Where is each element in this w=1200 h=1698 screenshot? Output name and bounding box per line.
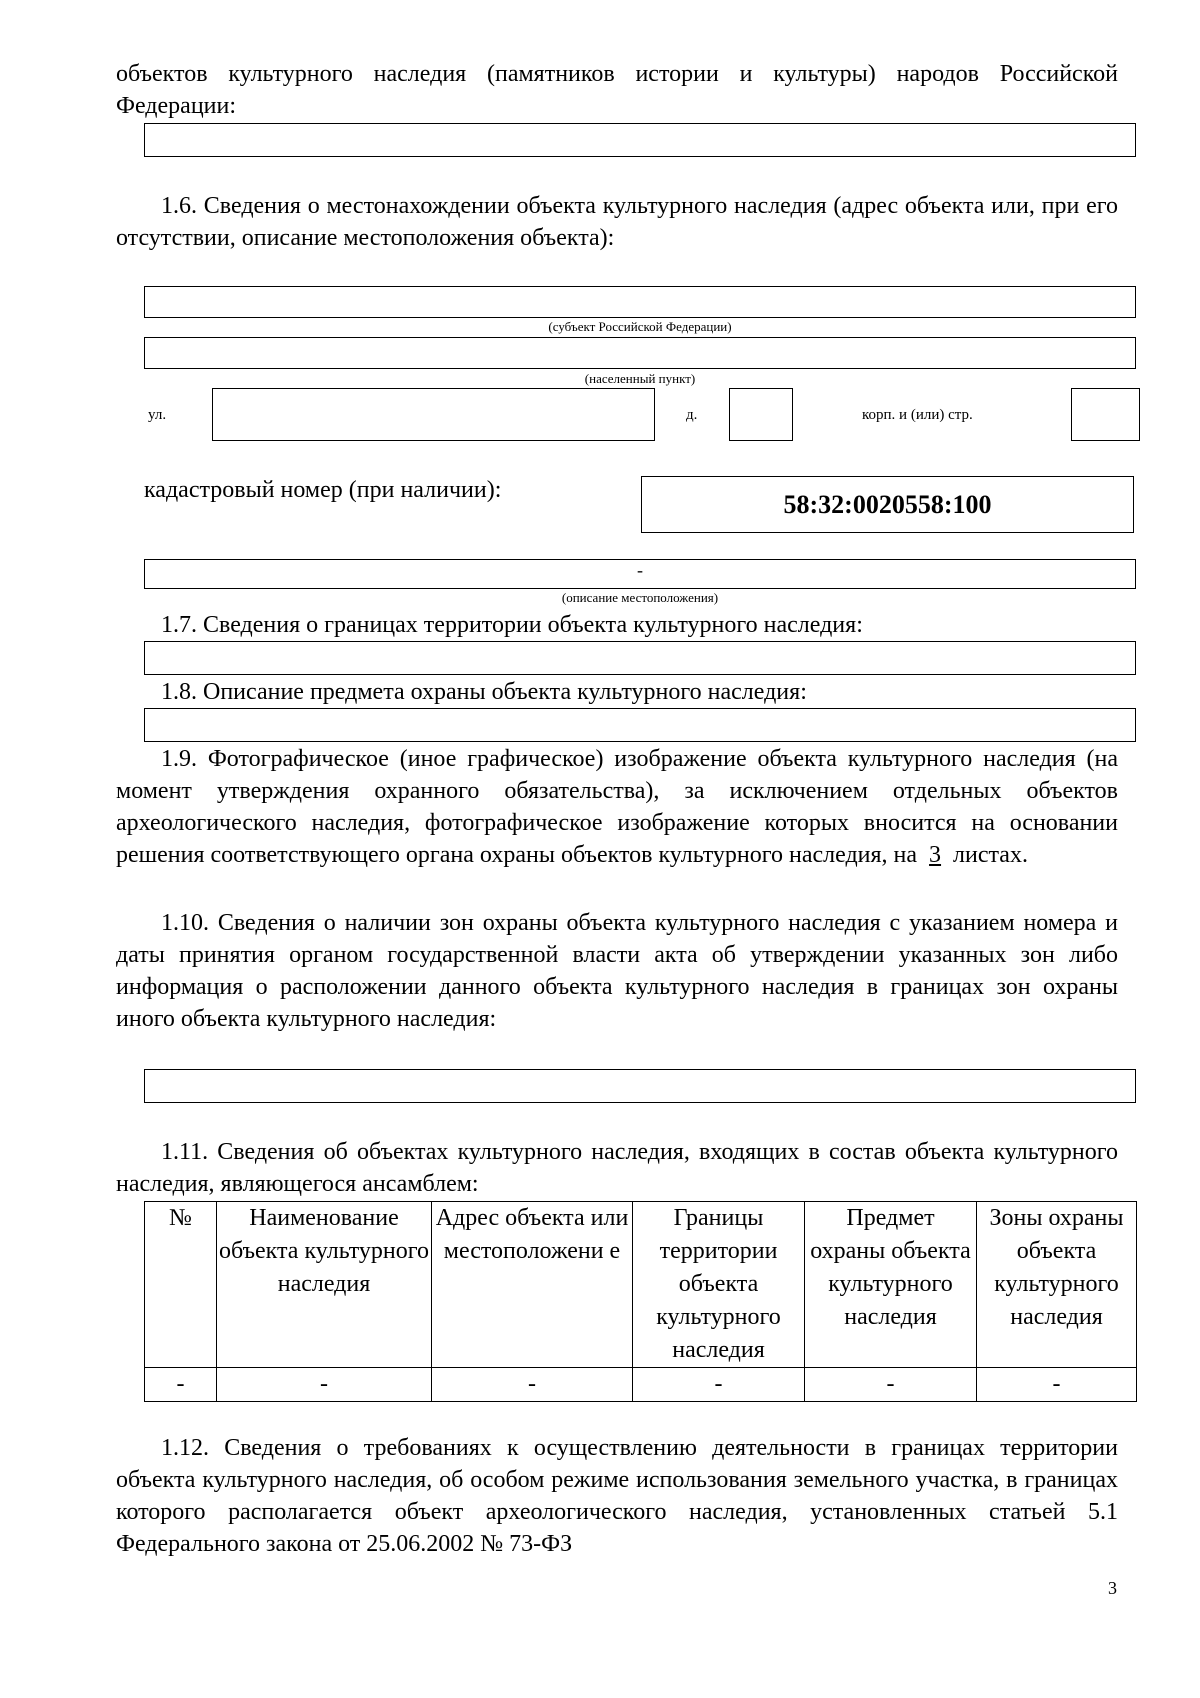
settlement-caption: (населенный пункт) xyxy=(584,371,696,386)
table-header-cell: Наименование объекта культурного наследия xyxy=(217,1202,432,1368)
house-label: д. xyxy=(686,407,698,423)
section-1-6-text: 1.6. Сведения о местонахождении объекта культурного наследия (адрес объекта или, при его отсутствии, описание местоположения объекта): xyxy=(116,193,1118,251)
protection-zones-field[interactable] xyxy=(144,1069,1136,1103)
section-1-9-body: 1.9. Фотографическое (иное графическое) изображение объекта культурного наследия (на момент утверждения охранного обязательства), за исключением отдельных объектов археологического наследия, фотографическое изображение которых вносится на основании решения соответствующего органа охраны объектов культурного наследия, на xyxy=(116,746,1118,868)
settlement-field[interactable] xyxy=(144,337,1136,369)
section-1-12-text: 1.12. Сведения о требованиях к осуществлению деятельности в границах территории объекта культурного наследия, об особом режиме использования земельного участка, в границах которого располагается объект археологического наследия, установленных статьей 5.1 Федерального закона от 25.06.2002 № 73-ФЗ xyxy=(116,1435,1118,1557)
location-value: - xyxy=(637,560,643,580)
building-field[interactable] xyxy=(1071,388,1140,441)
boundaries-field[interactable] xyxy=(144,641,1136,675)
building-label: корп. и (или) стр. xyxy=(862,407,973,423)
section-1-7-text: 1.7. Сведения о границах территории объекта культурного наследия: xyxy=(161,612,863,638)
section-1-11-text: 1.11. Сведения об объектах культурного наследия, входящих в состав объекта культурного наследия, являющегося ансамблем: xyxy=(116,1139,1118,1197)
table-header-cell: Зоны охраны объекта культурного наследия xyxy=(977,1202,1137,1368)
table-header-cell: Адрес объекта или местоположени е xyxy=(432,1202,633,1368)
table-cell: - xyxy=(217,1368,432,1402)
location-caption: (описание местоположения) xyxy=(561,590,719,605)
sheets-word: листах. xyxy=(953,842,1028,868)
table-header-row xyxy=(145,1202,1137,1368)
section-1-9-text xyxy=(116,743,1118,871)
cadastral-label: кадастровый номер (при наличии): xyxy=(144,477,502,503)
table-cell: - xyxy=(977,1368,1137,1402)
table-header-cell: Границы территории объекта культурного наследия xyxy=(633,1202,805,1368)
cadastral-value: 58:32:0020558:100 xyxy=(783,489,992,519)
house-field[interactable] xyxy=(729,388,793,441)
street-field[interactable] xyxy=(212,388,655,441)
location-description-field[interactable] xyxy=(144,559,1136,589)
table-header-cell: Предмет охраны объекта культурного наследия xyxy=(805,1202,977,1368)
subject-caption: (субъект Российской Федерации) xyxy=(548,319,732,334)
table-cell: - xyxy=(145,1368,217,1402)
table-cell: - xyxy=(805,1368,977,1402)
section-1-10-text: 1.10. Сведения о наличии зон охраны объекта культурного наследия с указанием номера и даты принятия органом государственной власти акта об утверждении указанных зон либо информация о расположении данного объекта культурного наследия в границах зон охраны иного объекта культурного наследия: xyxy=(116,910,1118,1032)
table-cell: - xyxy=(432,1368,633,1402)
cadastral-field[interactable] xyxy=(641,476,1134,533)
street-label: ул. xyxy=(148,407,167,423)
table-row xyxy=(145,1368,1137,1402)
table-header-cell: № xyxy=(145,1202,217,1368)
subject-field[interactable] xyxy=(144,286,1136,318)
table-cell: - xyxy=(633,1368,805,1402)
intro-text: объектов культурного наследия (памятников истории и культуры) народов Российской Федерации: xyxy=(116,61,1118,119)
ensemble-table xyxy=(144,1201,1137,1402)
section-1-8-text: 1.8. Описание предмета охраны объекта культурного наследия: xyxy=(161,679,807,705)
page-number: 3 xyxy=(1108,1578,1117,1598)
protection-subject-field[interactable] xyxy=(144,708,1136,742)
national-register-field[interactable] xyxy=(144,123,1136,157)
sheets-count: 3 xyxy=(929,842,942,868)
